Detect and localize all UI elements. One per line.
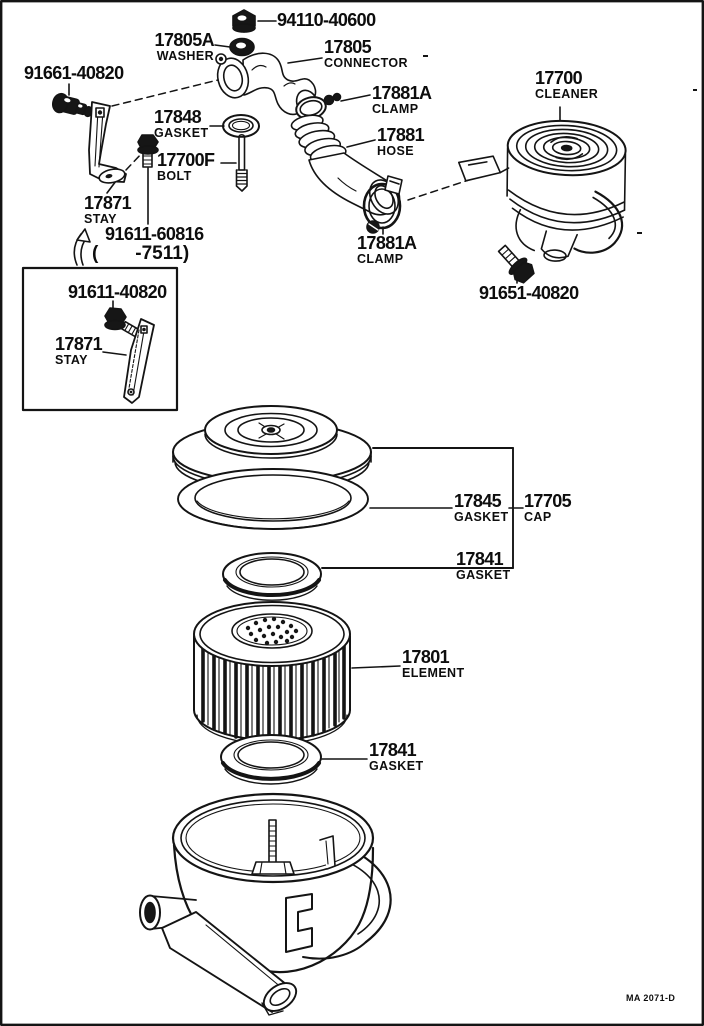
- callout-17801-element: [402, 648, 465, 680]
- nut-drawing: [233, 10, 255, 32]
- callout-applicability-range: [92, 244, 189, 263]
- part-number: 17848: [154, 107, 202, 127]
- part-number: 17845: [454, 491, 502, 511]
- part-name: GASKET: [454, 510, 509, 524]
- callout-17871-stay: [84, 194, 131, 226]
- callout-17805-connector: [324, 38, 408, 70]
- part-name: CAP: [524, 510, 552, 524]
- part-number: 17841: [369, 740, 417, 760]
- part-number: 91611-40820: [68, 282, 167, 302]
- part-number: 17705: [524, 491, 572, 511]
- callout-91651-40820: [479, 284, 579, 302]
- footer-drawing-code: [626, 994, 675, 1003]
- part-number: 17881A: [357, 233, 417, 253]
- callout-inset-91611-40820: [68, 283, 167, 301]
- part-name: GASKET: [456, 568, 511, 582]
- part-name: CLAMP: [372, 102, 419, 116]
- cleaner-drawing: [454, 115, 629, 264]
- part-number: 17700F: [157, 150, 215, 170]
- part-number: 94110-40600: [277, 10, 376, 30]
- drawing-code: MA 2071-D: [626, 993, 676, 1003]
- gasket-17841-upper-drawing: [223, 553, 321, 600]
- callout-17705-cap: [524, 492, 571, 524]
- callout-17700-cleaner: [535, 69, 598, 101]
- part-name: WASHER: [156, 49, 214, 63]
- part-name: CLEANER: [535, 87, 599, 101]
- ref-arrow: [74, 229, 90, 265]
- inset-bolt-drawing: [105, 308, 139, 337]
- part-name: GASKET: [369, 759, 424, 773]
- valve-drawing: [51, 92, 95, 120]
- part-name: HOSE: [377, 144, 415, 158]
- part-number: 91611-60816: [105, 224, 204, 244]
- callout-17805a-washer: [138, 31, 214, 63]
- callout-17881a-clamp-bottom: [357, 234, 416, 266]
- part-number: 17841: [456, 549, 504, 569]
- part-number: 17881: [377, 125, 425, 145]
- washer-drawing: [230, 39, 254, 56]
- part-name: CONNECTOR: [324, 56, 408, 70]
- applicability-text: ( -7511): [92, 243, 190, 264]
- part-number: 17700: [535, 68, 583, 88]
- mount-bolt-drawing: [494, 241, 537, 285]
- part-number: 17805A: [154, 30, 214, 50]
- part-number: 91661-40820: [24, 63, 124, 83]
- callout-94110-40600: [277, 11, 376, 29]
- gasket-17845-drawing: [178, 469, 368, 529]
- gasket-17848-drawing: [223, 115, 259, 137]
- part-name: GASKET: [154, 126, 209, 140]
- part-name: STAY: [84, 212, 117, 226]
- callout-inset-17871-stay: [55, 335, 102, 367]
- gasket-17841-lower-drawing: [221, 735, 321, 784]
- part-name: CLAMP: [357, 252, 404, 266]
- callout-17848-gasket: [154, 108, 209, 140]
- callout-17841-gasket-lower: [369, 741, 424, 773]
- callout-91661-40820: [24, 64, 124, 82]
- case-drawing: [140, 794, 391, 1017]
- part-name: ELEMENT: [402, 666, 465, 680]
- callout-17841-gasket-upper: [456, 550, 511, 582]
- part-number: 17881A: [372, 83, 432, 103]
- stud-bolt-drawing: [237, 135, 248, 191]
- part-name: STAY: [55, 353, 88, 367]
- part-number: 17805: [324, 37, 372, 57]
- element-drawing: [194, 602, 350, 744]
- part-number: 17871: [55, 334, 103, 354]
- part-number: 17801: [402, 647, 450, 667]
- stay-drawing: [89, 102, 126, 185]
- callout-17881a-clamp-top: [372, 84, 431, 116]
- callout-17881-hose: [377, 126, 424, 158]
- part-name: BOLT: [157, 169, 192, 183]
- callout-17845-gasket: [454, 492, 509, 524]
- callout-91611-60816: [105, 225, 204, 243]
- callout-17700f-bolt: [157, 151, 214, 183]
- part-number: 91651-40820: [479, 283, 579, 303]
- part-number: 17871: [84, 193, 132, 213]
